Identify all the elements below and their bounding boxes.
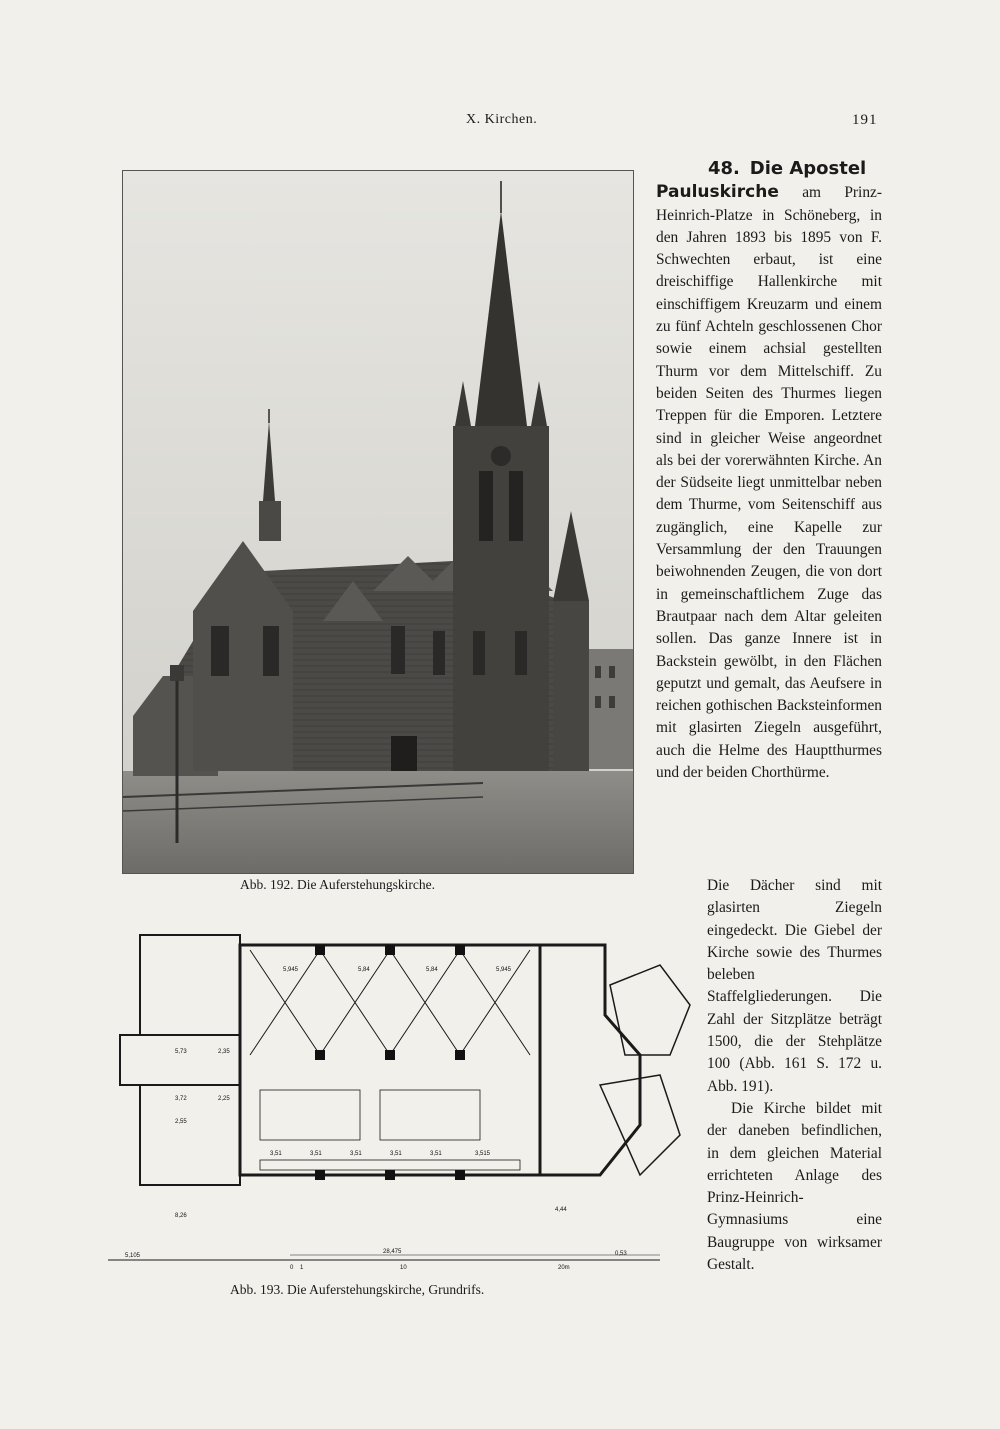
plan-label-0: 5,945 (283, 967, 299, 973)
plan-label-11: 3,51 (350, 1151, 362, 1157)
plan-label-12: 3,51 (390, 1151, 402, 1157)
plan-label-17: 28,475 (383, 1249, 402, 1255)
scale-label-0: 0 (290, 1265, 294, 1271)
scale-label-3: 20m (558, 1265, 570, 1271)
church-photograph (122, 170, 634, 874)
plan-label-10: 3,51 (310, 1151, 322, 1157)
plan-label-2: 5,84 (426, 967, 438, 973)
floor-plan-drawing (100, 905, 700, 1277)
section-number: 48. (708, 158, 740, 179)
section-title: Die Apostel (749, 158, 867, 179)
plan-label-1: 5,84 (358, 967, 370, 973)
plan-label-15: 8,26 (175, 1213, 187, 1219)
plan-label-4: 5,73 (175, 1049, 187, 1055)
page-number: 191 (852, 112, 878, 128)
plan-label-6: 3,72 (175, 1096, 187, 1102)
plan-label-13: 3,51 (430, 1151, 442, 1157)
plan-label-3: 5,945 (496, 967, 512, 973)
continuation-paragraph: Die Dächer sind mit glasirten Ziegeln eingedeckt. Die Giebel der Kirche sowie des Thurmes beleben Staffelgliederungen. Die Zahl der Sitzplätze beträgt 1500, die der Stehplätze 100 (Abb. 161 S. 172 u. Abb. 191). (707, 877, 882, 1095)
plan-label-9: 3,51 (270, 1151, 282, 1157)
floor-plan (100, 905, 700, 1277)
article-text (656, 158, 882, 784)
second-paragraph: Die Kirche bildet mit der daneben befindlichen, in dem gleichen Material errichteten Anlage des Prinz-Heinrich-Gymnasiums eine Baugruppe von wirksamer Gestalt. (707, 1099, 882, 1274)
lead-paragraph: am Prinz-Heinrich-Platze in Schöneberg, in den Jahren 1893 bis 1895 von F. Schwechten erbaut, ist eine dreischiffige Hallenkirche mit einschiffigem Kreuzarm und einem zu fünf Achteln geschlossenen Chor sowie einem achsial gestellten Thurm vor dem Mittelschiff. Zu beiden Seiten des Thurmes liegen Treppen für die Emporen. Letztere sind in gleicher Weise angeordnet als bei der vorerwähnten Kirche. An der Südseite liegt unmittelbar neben dem Thurme, vom Seitenschiff aus zugänglich, eine Kapelle zur Versammlung der den Trauungen beiwohnenden Zeugen, die von dort in gemeinschaftlichem Zuge das Brautpaar nach dem Altar geleiten sollen. Das ganze Innere ist in Backstein gewölbt, in den Flächen geputzt und gemalt, das Aeufsere in reichen gothischen Backsteinformen mit glasirten Ziegeln ausgeführt, auch die Helme des Hauptthurmes und der beiden Chorthürme. (656, 184, 882, 782)
church-illustration (123, 171, 633, 873)
scale-label-2: 10 (400, 1265, 407, 1271)
running-head (0, 112, 1000, 136)
figure-192-caption: Abb. 192. Die Auferstehungskirche. (240, 877, 435, 892)
plan-label-14: 3,515 (475, 1151, 491, 1157)
plan-label-19: 4,44 (555, 1207, 567, 1213)
plan-label-7: 2,25 (218, 1096, 230, 1102)
plan-label-18: 0,53 (615, 1251, 627, 1257)
plan-label-5: 2,35 (218, 1049, 230, 1055)
church-name: Pauluskirche (656, 182, 779, 203)
article-text-continued (707, 875, 882, 1276)
chapter-title: X. Kirchen. (466, 112, 538, 127)
figure-193-caption: Abb. 193. Die Auferstehungskirche, Grundrifs. (230, 1282, 485, 1297)
plan-label-16: 5,105 (125, 1253, 141, 1259)
scale-label-1: 1 (300, 1265, 304, 1271)
plan-label-8: 2,55 (175, 1119, 187, 1125)
